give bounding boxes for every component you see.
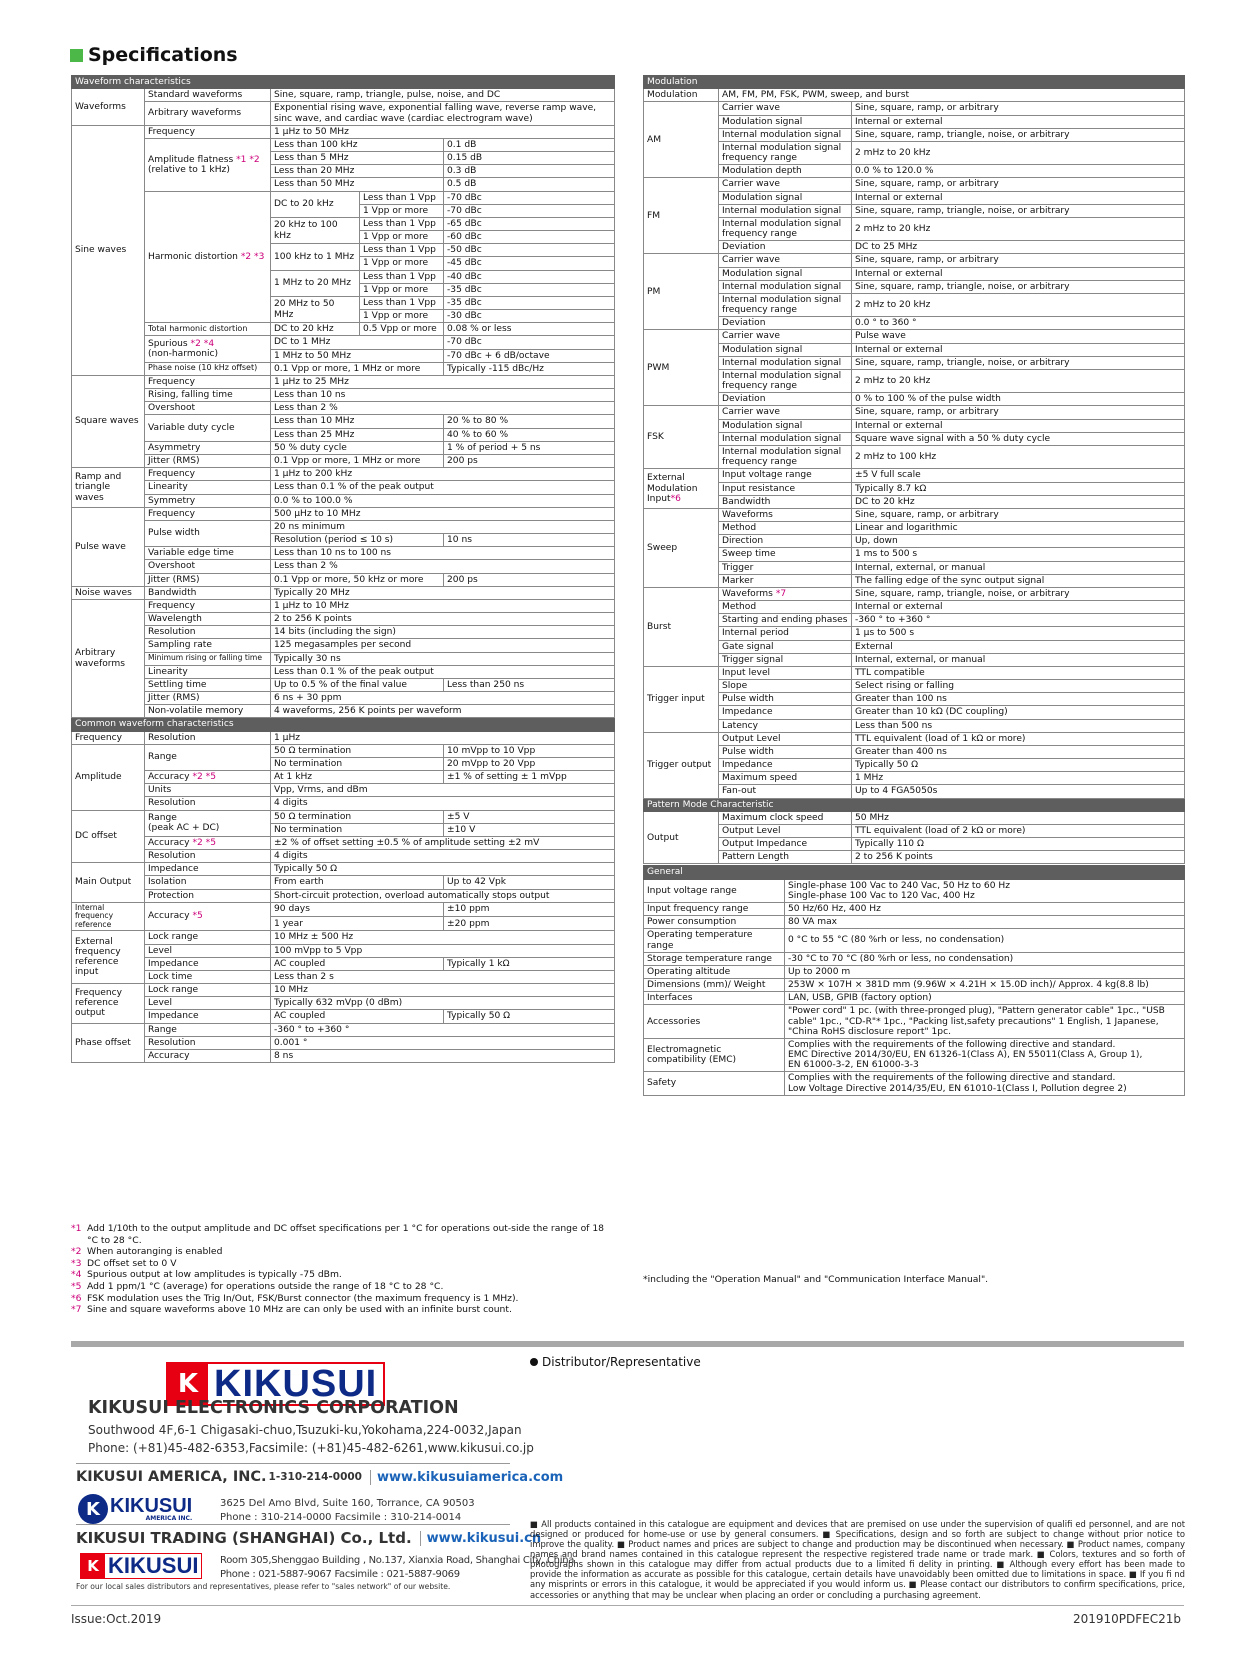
table-row: Modulation signal Internal or external xyxy=(644,343,1185,356)
table-row: Harmonic distortion *2 *3 DC to 20 kHz Less than 1 Vpp -70 dBc xyxy=(72,191,615,204)
table-row: External Modulation Input*6 Input voltage range ±5 V full scale xyxy=(644,469,1185,482)
table-row: 1 Vpp or more -70 dBc xyxy=(72,204,615,217)
table-row: Burst Waveforms *7 Sine, square, ramp, triangle, noise, or arbitrary xyxy=(644,587,1185,600)
table-row: Phase offset Range -360 ° to +360 ° xyxy=(72,1023,615,1036)
america-header xyxy=(76,1469,563,1485)
table-row: Resolution 0.001 ° xyxy=(72,1036,615,1049)
table-row: Starting and ending phases -360 ° to +360 ° xyxy=(644,614,1185,627)
section-header: Waveform characteristics xyxy=(72,76,615,89)
table-row: Operating altitude Up to 2000 m xyxy=(644,965,1185,978)
table-row: Internal modulation signal frequency range 2 mHz to 100 kHz xyxy=(644,445,1185,468)
table-row: Arbitrary waveforms Exponential rising wave, exponential falling wave, reverse ramp wave, sinc wave, and cardiac wave (cardiac electrogram wave) xyxy=(72,102,615,125)
table-row: Trigger input Input level TTL compatible xyxy=(644,666,1185,679)
table-row: Less than 25 MHz 40 % to 60 % xyxy=(72,428,615,441)
category-pm: PM xyxy=(644,254,719,330)
table-row: Minimum rising or falling time Typically 30 ns xyxy=(72,652,615,665)
table-row: Accuracy *2 *5 ±2 % of offset setting ±0.5 % of amplitude setting ±2 mV xyxy=(72,836,615,849)
category-am: AM xyxy=(644,102,719,178)
page-title xyxy=(70,44,238,66)
table-row: FSK Carrier wave Sine, square, ramp, or arbitrary xyxy=(644,406,1185,419)
table-row: Accuracy 8 ns xyxy=(72,1049,615,1062)
right-spec-table xyxy=(643,75,1185,864)
table-row: Marker The falling edge of the sync output signal xyxy=(644,574,1185,587)
catalog-code: 201910PDFEC21b xyxy=(1072,1612,1181,1626)
table-row: Storage temperature range -30 °C to 70 °C (80 %rh or less, no condensation) xyxy=(644,952,1185,965)
table-row: Linearity Less than 0.1 % of the peak output xyxy=(72,665,615,678)
table-row: 1 Vpp or more -35 dBc xyxy=(72,283,615,296)
table-row: AM Carrier wave Sine, square, ramp, or arbitrary xyxy=(644,102,1185,115)
footnote-item: *7 Sine and square waveforms above 10 MHz are can only be used with an infinite burst count. xyxy=(71,1304,512,1316)
category-burst: Burst xyxy=(644,587,719,666)
table-row: Electromagnetic compatibility (EMC) Complies with the requirements of the following directive and standard. EMC Directive 2014/30/EU, EN 61326-1(Class A), EN 55011(Class A, Group 1), EN 61000-3-2, EN 61000-3-3 xyxy=(644,1038,1185,1072)
table-row: Modulation signal Internal or external xyxy=(644,267,1185,280)
category-output: Output xyxy=(644,811,719,864)
america-logo-mark-icon: K xyxy=(78,1494,108,1524)
table-row: Variable duty cycle Less than 10 MHz 20 % to 80 % xyxy=(72,415,615,428)
table-row: Internal frequency reference Accuracy *5 90 days ±10 ppm xyxy=(72,902,615,916)
table-row: Direction Up, down xyxy=(644,535,1185,548)
table-row: Internal modulation signal Square wave signal with a 50 % duty cycle xyxy=(644,432,1185,445)
table-row: Linearity Less than 0.1 % of the peak output xyxy=(72,481,615,494)
america-web-link[interactable]: www.kikusuiamerica.com xyxy=(370,1470,563,1485)
table-row: Jitter (RMS) 0.1 Vpp or more, 1 MHz or more 200 ps xyxy=(72,454,615,467)
disclaimer: ■ All products contained in this catalogue are equipment and devices that are premised on use under the supervision of qualifi ed personnel, and are not designed or produced for home-use or use by general consumers. ■ Specifications, design and so forth are subject to change without prior notice to improve the quality. ■ Product names and prices are subject to change and production may be discontinued when necessary. ■ Product names, company names and brand names contained in this catalogue represent the respective registered trade name or trade mark. ■ Colors, textures and so forth of photographs shown in this catalogue may differ from actual products due to a limited fi delity in printing. ■ Although every effort has been made to provide the information as accurate as possible for this catalogue, certain details have unavoidably been omitted due to limitations in space. ■ If you fi nd any misprints or errors in this catalogue, it would be appreciated if you would inform us. ■ Please contact our distributors to confirm specifications, price, accessories or anything that may be unclear when placing an order or concluding a purchasing agreement. xyxy=(530,1519,1185,1600)
table-row: Less than 20 MHz 0.3 dB xyxy=(72,165,615,178)
shanghai-web-link[interactable]: www.kikusui.cn xyxy=(420,1531,542,1546)
table-row: 1 Vpp or more -60 dBc xyxy=(72,231,615,244)
table-row: Accuracy *2 *5 At 1 kHz ±1 % of setting ± 1 mVpp xyxy=(72,771,615,784)
table-row: Asymmetry 50 % duty cycle 1 % of period + 5 ns xyxy=(72,441,615,454)
shanghai-name: KIKUSUI TRADING (SHANGHAI) Co., Ltd. xyxy=(76,1529,412,1547)
table-row: Frequency Resolution 1 μHz xyxy=(72,731,615,744)
footnote-item: *1 Add 1/10th to the output amplitude and DC offset specifications per 1 °C for operations out-side the range of 18 °C to 28 °C. xyxy=(71,1223,605,1246)
table-row: Accessories "Power cord" 1 pc. (with three-pronged plug), "Pattern generator cable" 1pc., "USB cable" 1pc., "CD-R"* 1pc., "Packing list,safety precautions" 1 English, 1 Japanese, "China RoHS disclosure report" 1pc. xyxy=(644,1005,1185,1039)
table-row: Bandwidth DC to 20 kHz xyxy=(644,495,1185,508)
table-row: Modulation signal Internal or external xyxy=(644,191,1185,204)
table-row: No termination 20 mVpp to 20 Vpp xyxy=(72,757,615,770)
table-row: Deviation 0.0 ° to 360 ° xyxy=(644,317,1185,330)
kikusui-america-logo xyxy=(78,1494,192,1524)
table-row: Impedance Greater than 10 kΩ (DC coupling) xyxy=(644,706,1185,719)
table-row: Sampling rate 125 megasamples per second xyxy=(72,639,615,652)
table-row: Modulation signal Internal or external xyxy=(644,419,1185,432)
table-row: Ramp and triangle waves Frequency 1 μHz to 200 kHz xyxy=(72,468,615,481)
america-phone: 1-310-214-0000 xyxy=(268,1471,362,1483)
table-row: Non-volatile memory 4 waveforms, 256 K points per waveform xyxy=(72,705,615,718)
table-row: Variable edge time Less than 10 ns to 100 ns xyxy=(72,547,615,560)
table-row: Input frequency range 50 Hz/60 Hz, 400 Hz xyxy=(644,903,1185,916)
table-row: Arbitrary waveforms Frequency 1 μHz to 10 MHz xyxy=(72,599,615,612)
table-row: DC offset Range (peak AC + DC) 50 Ω termination ±5 V xyxy=(72,810,615,823)
bottom-divider xyxy=(71,1605,1184,1606)
general-spec-table xyxy=(643,865,1185,1095)
section-header: Pattern Mode Characteristic xyxy=(644,798,1185,811)
table-row: Overshoot Less than 2 % xyxy=(72,560,615,573)
table-row: Frequency reference output Lock range 10 MHz xyxy=(72,984,615,997)
accessory-footnote: *including the "Operation Manual" and "Communication Interface Manual". xyxy=(643,1274,989,1285)
america-name: KIKUSUI AMERICA, INC. xyxy=(76,1469,267,1485)
table-row: Waveforms Standard waveforms Sine, square, ramp, triangle, pulse, noise, and DC xyxy=(72,89,615,102)
table-row: Sine waves Frequency 1 μHz to 50 MHz xyxy=(72,125,615,138)
table-row: PM Carrier wave Sine, square, ramp, or arbitrary xyxy=(644,254,1185,267)
table-row: Fan-out Up to 4 FGA5050s xyxy=(644,785,1185,798)
shanghai-address: Room 305,Shenggao Building , No.137, Xianxia Road, Shanghai City, China Phone : 021-5887-9067 Facsimile : 021-5887-9069 xyxy=(220,1555,575,1580)
table-row: 1 MHz to 50 MHz -70 dBc + 6 dB/octave xyxy=(72,349,615,362)
title-marker xyxy=(70,49,83,62)
table-row: Overshoot Less than 2 % xyxy=(72,402,615,415)
divider xyxy=(76,1463,510,1464)
table-row: Square waves Frequency 1 μHz to 25 MHz xyxy=(72,375,615,388)
table-row: Input resistance Typically 8.7 kΩ xyxy=(644,482,1185,495)
table-row: Jitter (RMS) 0.1 Vpp or more, 50 kHz or more 200 ps xyxy=(72,573,615,586)
table-row: 1 year ±20 ppm xyxy=(72,917,615,931)
table-row: Modulation AM, FM, PM, FSK, PWM, sweep, and burst xyxy=(644,89,1185,102)
table-row: Internal period 1 μs to 500 s xyxy=(644,627,1185,640)
category-trigin: Trigger input xyxy=(644,666,719,732)
table-row: 20 kHz to 100 kHz Less than 1 Vpp -65 dBc xyxy=(72,217,615,230)
table-row: Protection Short-circuit protection, overload automatically stops output xyxy=(72,889,615,902)
table-row: Power consumption 80 VA max xyxy=(644,916,1185,929)
category-extmod: External Modulation Input*6 xyxy=(644,469,719,509)
table-row: Sweep Waveforms Sine, square, ramp, or arbitrary xyxy=(644,508,1185,521)
network-note: For our local sales distributors and representatives, please refer to "sales network" of our website. xyxy=(76,1582,451,1591)
footnote-item: *2 When autoranging is enabled xyxy=(71,1246,223,1258)
table-row: Level Typically 632 mVpp (0 dBm) xyxy=(72,997,615,1010)
category-sweep: Sweep xyxy=(644,508,719,587)
section-header: General xyxy=(644,866,1185,879)
table-row: Internal modulation signal Sine, square, ramp, triangle, noise, or arbitrary xyxy=(644,128,1185,141)
table-row: Deviation DC to 25 MHz xyxy=(644,241,1185,254)
table-row: External frequency reference input Lock range 10 MHz ± 500 Hz xyxy=(72,931,615,944)
america-logo-wordmark: KIKUSUI xyxy=(110,1495,193,1517)
table-row: Pulse wave Frequency 500 μHz to 10 MHz xyxy=(72,507,615,520)
section-header: Common waveform characteristics xyxy=(72,718,615,731)
left-spec-table xyxy=(71,75,615,1063)
table-row: Level 100 mVpp to 5 Vpp xyxy=(72,944,615,957)
table-row: Isolation From earth Up to 42 Vpk xyxy=(72,876,615,889)
shanghai-logo-wordmark: KIKUSUI xyxy=(108,1553,199,1578)
table-row: Slope Select rising or falling xyxy=(644,680,1185,693)
table-row: Trigger Internal, external, or manual xyxy=(644,561,1185,574)
table-row: Method Internal or external xyxy=(644,601,1185,614)
table-row: Dimensions (mm)/ Weight 253W × 107H × 381D mm (9.96W × 4.21H × 15.0D inch)/ Approx. 4 kg(8.8 lb) xyxy=(644,979,1185,992)
footnote-item: *6 FSK modulation uses the Trig In/Out, FSK/Burst connector (the maximum frequency is 1 MHz). xyxy=(71,1292,519,1304)
page-title-text: Specifications xyxy=(88,44,238,66)
footnote-item: *3 DC offset set to 0 V xyxy=(71,1257,177,1269)
category-fm: FM xyxy=(644,178,719,254)
table-row: Interfaces LAN, USB, GPIB (factory option) xyxy=(644,992,1185,1005)
table-row: Input voltage range Single-phase 100 Vac to 240 Vac, 50 Hz to 60 Hz Single-phase 100 Vac to 120 Vac, 400 Hz xyxy=(644,879,1185,902)
issue-date: Issue:Oct.2019 xyxy=(71,1612,162,1626)
category-fsk: FSK xyxy=(644,406,719,469)
table-row: Safety Complies with the requirements of the following directive and standard. Low Voltage Directive 2014/35/EU, EN 61010-1(Class I, Pollution degree 2) xyxy=(644,1072,1185,1095)
table-row: Resolution 14 bits (including the sign) xyxy=(72,626,615,639)
table-row: Units Vpp, Vrms, and dBm xyxy=(72,784,615,797)
america-logo-sub: AMERICA INC. xyxy=(145,1515,193,1522)
shanghai-header xyxy=(76,1529,541,1547)
footer-divider xyxy=(71,1341,1184,1347)
table-row: Lock time Less than 2 s xyxy=(72,970,615,983)
table-row: Latency Less than 500 ns xyxy=(644,719,1185,732)
table-row: Modulation depth 0.0 % to 120.0 % xyxy=(644,165,1185,178)
table-row: Gate signal External xyxy=(644,640,1185,653)
table-row: Internal modulation signal frequency range 2 mHz to 20 kHz xyxy=(644,217,1185,240)
table-row: Trigger signal Internal, external, or manual xyxy=(644,653,1185,666)
table-row: 20 MHz to 50 MHz Less than 1 Vpp -35 dBc xyxy=(72,296,615,309)
table-row: Resolution (period ≤ 10 s) 10 ns xyxy=(72,534,615,547)
table-row: Less than 50 MHz 0.5 dB xyxy=(72,178,615,191)
footnote-item: *5 Add 1 ppm/1 °C (average) for operations outside the range of 18 °C to 28 °C. xyxy=(71,1280,444,1292)
table-row: PWM Carrier wave Pulse wave xyxy=(644,330,1185,343)
table-row: Pulse width Greater than 100 ns xyxy=(644,693,1185,706)
table-row: 1 Vpp or more -45 dBc xyxy=(72,257,615,270)
table-row: 1 MHz to 20 MHz Less than 1 Vpp -40 dBc xyxy=(72,270,615,283)
footnotes xyxy=(71,1223,616,1316)
company-name: KIKUSUI ELECTRONICS CORPORATION xyxy=(88,1398,459,1418)
table-row: Amplitude flatness *1 *2 (relative to 1 kHz) Less than 100 kHz 0.1 dB xyxy=(72,138,615,151)
table-row: Settling time Up to 0.5 % of the final value Less than 250 ns xyxy=(72,678,615,691)
table-row: Less than 5 MHz 0.15 dB xyxy=(72,152,615,165)
table-row: Rising, falling time Less than 10 ns xyxy=(72,389,615,402)
table-row: Resolution 4 digits xyxy=(72,797,615,810)
table-row: Jitter (RMS) 6 ns + 30 ppm xyxy=(72,692,615,705)
company-contact: Phone: (+81)45-482-6353,Facsimile: (+81)45-482-6261,www.kikusui.co.jp xyxy=(88,1441,534,1455)
table-row: FM Carrier wave Sine, square, ramp, or arbitrary xyxy=(644,178,1185,191)
table-row: No termination ±10 V xyxy=(72,823,615,836)
right-spec-column xyxy=(643,75,1184,1096)
table-row: Internal modulation signal Sine, square, ramp, triangle, noise, or arbitrary xyxy=(644,204,1185,217)
table-row: Resolution 4 digits xyxy=(72,850,615,863)
table-row: Internal modulation signal Sine, square, ramp, triangle, noise, or arbitrary xyxy=(644,356,1185,369)
divider xyxy=(76,1524,510,1525)
america-address: 3625 Del Amo Blvd, Suite 160, Torrance, CA 90503 Phone : 310-214-0000 Facsimile : 310-214-0014 xyxy=(220,1498,475,1523)
table-row: Output Impedance Typically 110 Ω xyxy=(644,838,1185,851)
table-row: Amplitude Range 50 Ω termination 10 mVpp to 10 Vpp xyxy=(72,744,615,757)
table-row: Internal modulation signal frequency range 2 mHz to 20 kHz xyxy=(644,293,1185,316)
table-row: Deviation 0 % to 100 % of the pulse width xyxy=(644,393,1185,406)
company-address: Southwood 4F,6-1 Chigasaki-chuo,Tsuzuki-ku,Yokohama,224-0032,Japan xyxy=(88,1423,522,1437)
table-row: Noise waves Bandwidth Typically 20 MHz xyxy=(72,586,615,599)
bullet-icon xyxy=(530,1358,538,1366)
table-row: Internal modulation signal frequency range 2 mHz to 20 kHz xyxy=(644,369,1185,392)
logo-wordmark: KIKUSUI xyxy=(214,1362,378,1405)
left-spec-column xyxy=(71,75,614,1063)
table-row: 100 kHz to 1 MHz Less than 1 Vpp -50 dBc xyxy=(72,244,615,257)
shanghai-logo-mark-icon: K xyxy=(81,1554,105,1578)
table-row: Sweep time 1 ms to 500 s xyxy=(644,548,1185,561)
distributor-label: Distributor/Representative xyxy=(530,1355,701,1369)
category-trigout: Trigger output xyxy=(644,732,719,798)
table-row: Impedance AC coupled Typically 1 kΩ xyxy=(72,957,615,970)
table-row: Total harmonic distortion DC to 20 kHz 0.5 Vpp or more 0.08 % or less xyxy=(72,323,615,336)
table-row: Trigger output Output Level TTL equivalent (load of 1 kΩ or more) xyxy=(644,732,1185,745)
table-row: Internal modulation signal Sine, square, ramp, triangle, noise, or arbitrary xyxy=(644,280,1185,293)
table-row: Method Linear and logarithmic xyxy=(644,522,1185,535)
category-pwm: PWM xyxy=(644,330,719,406)
table-row: Spurious *2 *4 (non-harmonic) DC to 1 MHz -70 dBc xyxy=(72,336,615,349)
table-row: Modulation signal Internal or external xyxy=(644,115,1185,128)
section-header: Modulation xyxy=(644,76,1185,89)
logo-mark-icon: K xyxy=(168,1364,208,1404)
table-row: Output Maximum clock speed 50 MHz xyxy=(644,811,1185,824)
table-row: Symmetry 0.0 % to 100.0 % xyxy=(72,494,615,507)
kikusui-shanghai-logo xyxy=(80,1553,202,1579)
table-row: Impedance Typically 50 Ω xyxy=(644,759,1185,772)
table-row: Maximum speed 1 MHz xyxy=(644,772,1185,785)
table-row: Impedance AC coupled Typically 50 Ω xyxy=(72,1010,615,1023)
table-row: Pattern Length 2 to 256 K points xyxy=(644,851,1185,864)
table-row: Pulse width Greater than 400 ns xyxy=(644,745,1185,758)
table-row: 1 Vpp or more -30 dBc xyxy=(72,310,615,323)
table-row: Pulse width 20 ns minimum xyxy=(72,520,615,533)
table-row: Wavelength 2 to 256 K points xyxy=(72,613,615,626)
table-row: Main Output Impedance Typically 50 Ω xyxy=(72,863,615,876)
table-row: Phase noise (10 kHz offset) 0.1 Vpp or more, 1 MHz or more Typically -115 dBc/Hz xyxy=(72,362,615,375)
table-row: Internal modulation signal frequency range 2 mHz to 20 kHz xyxy=(644,141,1185,164)
table-row: Operating temperature range 0 °C to 55 °C (80 %rh or less, no condensation) xyxy=(644,929,1185,952)
table-row: Output Level TTL equivalent (load of 2 kΩ or more) xyxy=(644,824,1185,837)
footnote-item: *4 Spurious output at low amplitudes is typically -75 dBm. xyxy=(71,1269,342,1281)
